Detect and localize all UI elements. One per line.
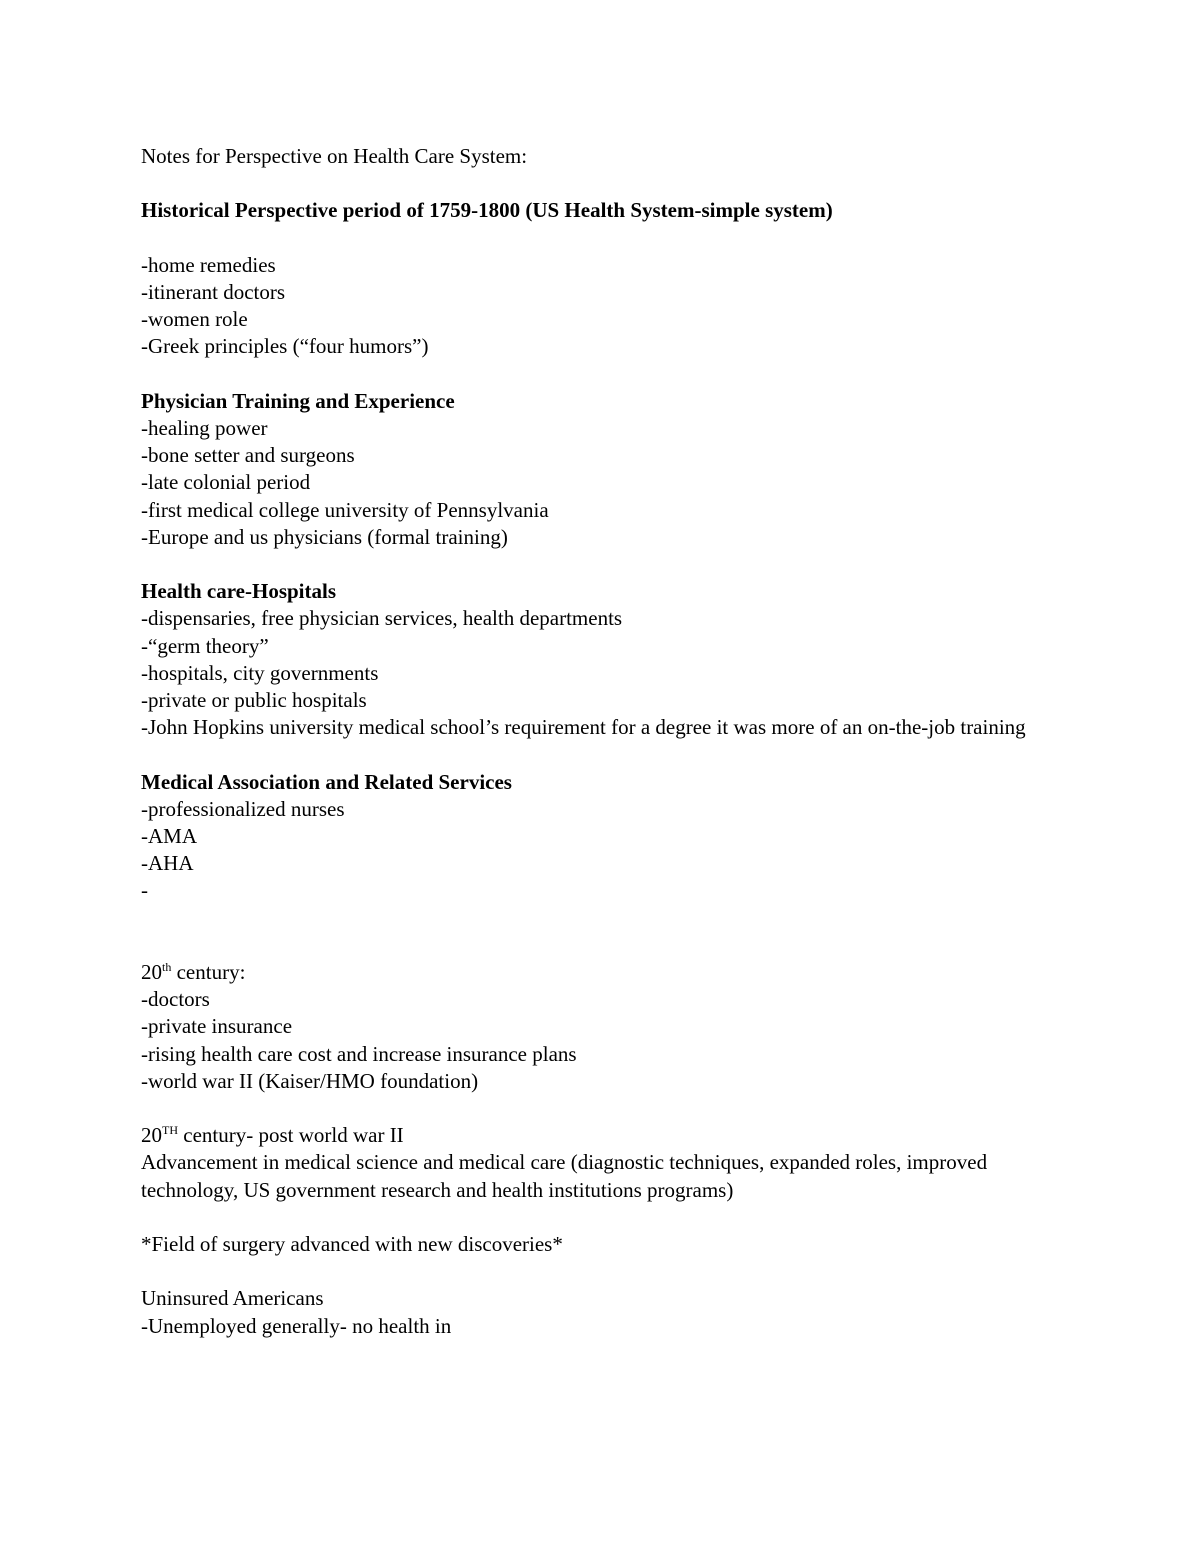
list-item: -healing power [141,415,268,440]
list-item: -professionalized nurses [141,796,345,821]
document-page [141,143,1071,1340]
spacer [141,551,1071,578]
list-item: -AHA [141,851,194,876]
list-item: -bone setter and surgeons [141,443,355,468]
document-title: Notes for Perspective on Health Care System: [141,144,528,168]
spacer [141,905,1071,932]
list-item: -doctors [141,987,210,1012]
heading-number: 20 [141,959,162,984]
spacer [141,1204,1071,1231]
list-item: -dispensaries, free physician services, health departments [141,606,623,631]
section-heading-uninsured: Uninsured Americans [141,1286,324,1311]
spacer [141,1258,1071,1285]
list-item: -itinerant doctors [141,279,286,304]
list-item: -home remedies [141,252,276,277]
spacer [141,1095,1071,1122]
paragraph-advancement: Advancement in medical science and medical care (diagnostic techniques, expanded roles, improved technology, US government research and health institutions programs) [141,1150,993,1202]
spacer [141,225,1071,252]
section-heading-hospitals: Health care-Hospitals [141,579,337,604]
list-item: -rising health care cost and increase insurance plans [141,1041,577,1066]
section-heading-association: Medical Association and Related Services [141,769,512,794]
list-item: -“germ theory” [141,633,269,658]
list-item: - [141,878,148,903]
list-item: -world war II (Kaiser/HMO foundation) [141,1068,479,1093]
section-heading-physician: Physician Training and Experience [141,388,455,413]
section-heading-postwar [141,1122,1071,1149]
heading-number: 20 [141,1123,162,1148]
list-item: -private or public hospitals [141,688,367,712]
spacer [141,361,1071,388]
section-heading-twentieth [141,959,1071,986]
list-item: -AMA [141,824,197,848]
spacer [141,932,1071,959]
heading-superscript: TH [162,1123,178,1138]
section-heading-historical: Historical Perspective period of 1759-1800 (US Health System-simple system) [141,198,833,223]
heading-superscript: th [162,959,172,974]
list-item: -Greek principles (“four humors”) [141,334,429,359]
list-item: -women role [141,307,248,332]
list-item: -late colonial period [141,470,311,495]
list-item: -John Hopkins university medical school’s requirement for a degree it was more of an on-the-job training [141,715,1026,740]
list-item: -hospitals, city governments [141,660,379,685]
paragraph-surgery: *Field of surgery advanced with new discoveries* [141,1231,563,1256]
spacer [141,170,1071,197]
list-item: -Unemployed generally- no health in [141,1313,452,1338]
heading-rest: century- post world war II [178,1123,404,1148]
list-item: -private insurance [141,1014,293,1039]
list-item: -first medical college university of Pennsylvania [141,497,549,522]
spacer [141,741,1071,768]
list-item: -Europe and us physicians (formal training) [141,524,508,549]
heading-rest: century: [171,959,246,984]
